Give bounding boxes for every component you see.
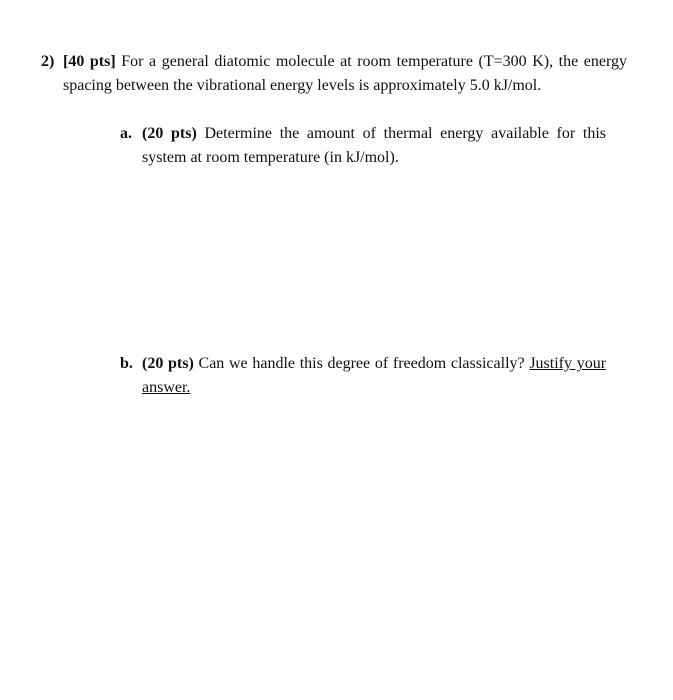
part-a-points: (20 pts) — [142, 125, 197, 142]
question-body — [63, 50, 627, 98]
part-b-text: Can we handle this degree of freedom classically? — [198, 355, 525, 372]
part-b-label: b. — [120, 355, 133, 372]
part-b — [120, 352, 606, 400]
part-b-body — [142, 352, 606, 400]
question-text: For a general diatomic molecule at room temperature (T=300 K), the energy spacing between the vibrational energy levels is approximately 5.0 kJ/mol. — [63, 53, 628, 94]
question-2 — [41, 50, 627, 98]
part-b-points: (20 pts) — [142, 355, 194, 372]
part-a-body — [142, 122, 606, 170]
part-b-justify-text: Justify your answer. — [142, 355, 607, 396]
question-points: [40 pts] — [63, 53, 116, 70]
part-a-label: a. — [120, 125, 132, 142]
question-number: 2) — [41, 53, 55, 70]
part-a — [120, 122, 606, 170]
part-a-text: Determine the amount of thermal energy available for this system at room temperature (in kJ/mol). — [142, 125, 606, 166]
